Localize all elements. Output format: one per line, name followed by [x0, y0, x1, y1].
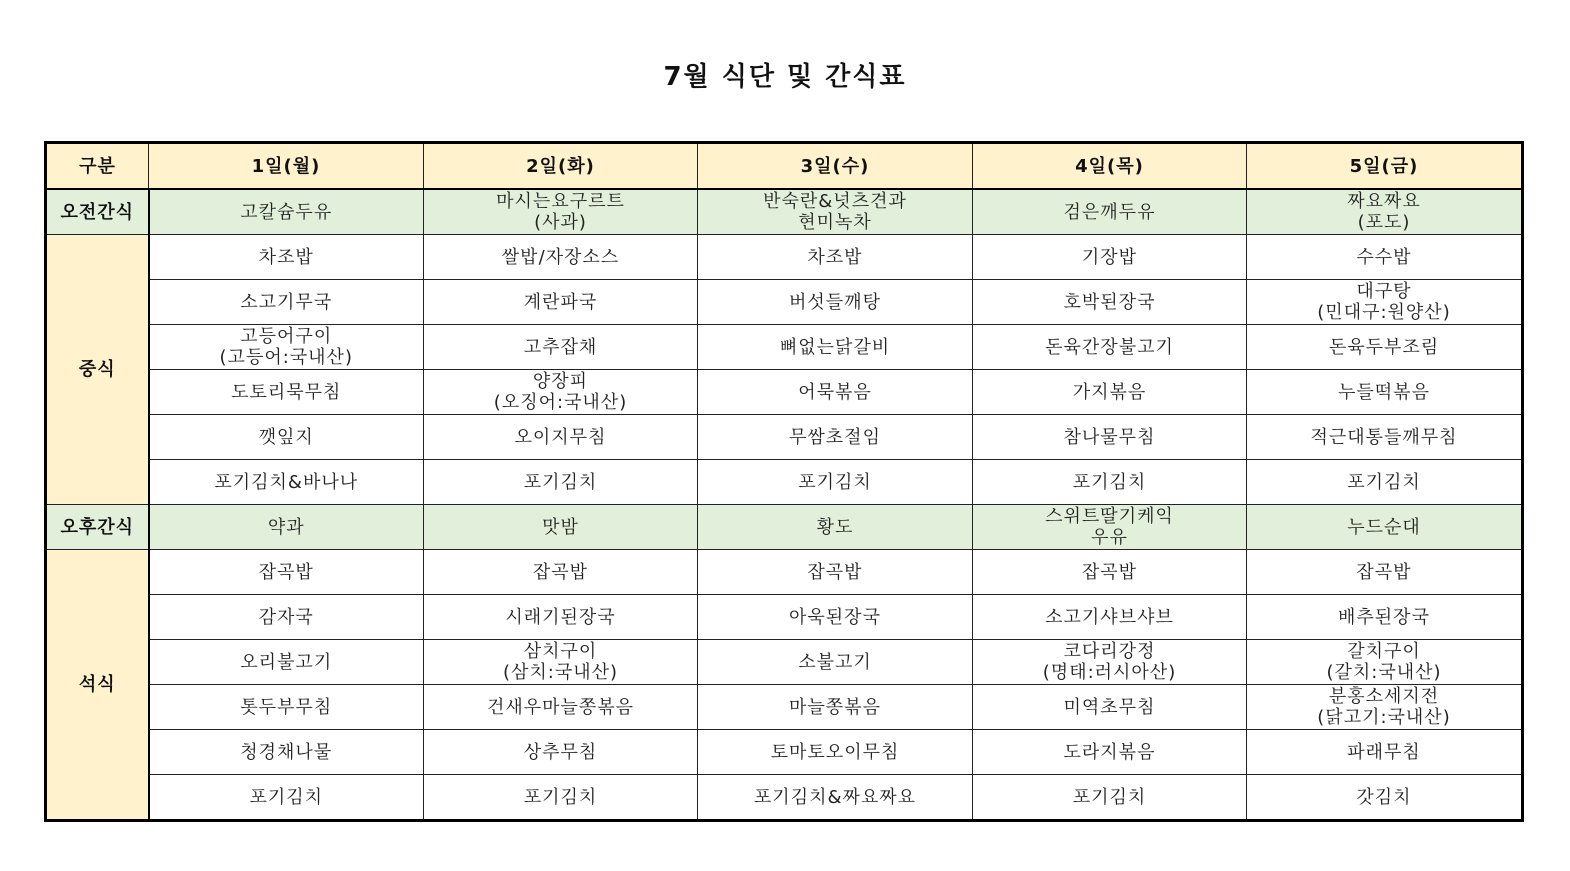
- menu-cell: 감자국: [149, 595, 424, 640]
- category-morning-snack: 오전간식: [46, 189, 149, 235]
- menu-cell: 어묵볶음: [698, 370, 973, 415]
- menu-cell: 스위트딸기케익 우유: [973, 505, 1247, 550]
- menu-cell: 갈치구이 (갈치:국내산): [1247, 640, 1523, 685]
- menu-cell: 대구탕 (민대구:원양산): [1247, 280, 1523, 325]
- menu-cell: 미역초무침: [973, 685, 1247, 730]
- dinner-row: [46, 595, 1523, 640]
- menu-cell: 짜요짜요 (포도): [1247, 189, 1523, 235]
- menu-cell: 포기김치&바나나: [149, 460, 424, 505]
- menu-cell: 갓김치: [1247, 775, 1523, 821]
- category-afternoon-snack: 오후간식: [46, 505, 149, 550]
- menu-cell: 포기김치: [149, 775, 424, 821]
- menu-cell: 고추잡채: [424, 325, 698, 370]
- lunch-row: [46, 370, 1523, 415]
- menu-cell: 고칼슘두유: [149, 189, 424, 235]
- menu-cell: 오리불고기: [149, 640, 424, 685]
- menu-cell: 소고기무국: [149, 280, 424, 325]
- lunch-row: [46, 460, 1523, 505]
- header-day-4: 4일(목): [973, 143, 1247, 190]
- menu-cell: 고등어구이 (고등어:국내산): [149, 325, 424, 370]
- menu-cell: 계란파국: [424, 280, 698, 325]
- menu-cell: 포기김치: [973, 460, 1247, 505]
- header-day-1: 1일(월): [149, 143, 424, 190]
- menu-cell: 황도: [698, 505, 973, 550]
- menu-cell: 파래무침: [1247, 730, 1523, 775]
- menu-cell: 양장피 (오징어:국내산): [424, 370, 698, 415]
- menu-cell: 잡곡밥: [149, 550, 424, 595]
- menu-cell: 마늘쫑볶음: [698, 685, 973, 730]
- menu-cell: 기장밥: [973, 235, 1247, 280]
- menu-cell: 시래기된장국: [424, 595, 698, 640]
- menu-cell: 버섯들깨탕: [698, 280, 973, 325]
- afternoon-snack-row: [46, 505, 1523, 550]
- menu-cell: 잡곡밥: [698, 550, 973, 595]
- dinner-row: [46, 775, 1523, 821]
- menu-cell: 반숙란&넛츠견과 현미녹차: [698, 189, 973, 235]
- dinner-row: [46, 730, 1523, 775]
- menu-cell: 잡곡밥: [973, 550, 1247, 595]
- menu-cell: 돈육간장불고기: [973, 325, 1247, 370]
- page-title: 7월 식단 및 간식표: [663, 62, 907, 92]
- menu-cell: 건새우마늘쫑볶음: [424, 685, 698, 730]
- menu-cell: 적근대통들깨무침: [1247, 415, 1523, 460]
- menu-cell: 도라지볶음: [973, 730, 1247, 775]
- lunch-row: [46, 325, 1523, 370]
- dinner-row: [46, 685, 1523, 730]
- menu-cell: 토마토오이무침: [698, 730, 973, 775]
- header-row: [46, 143, 1523, 190]
- lunch-row: [46, 415, 1523, 460]
- menu-cell: 차조밥: [698, 235, 973, 280]
- menu-cell: 코다리강정 (명태:러시아산): [973, 640, 1247, 685]
- menu-cell: 오이지무침: [424, 415, 698, 460]
- menu-cell: 차조밥: [149, 235, 424, 280]
- menu-cell: 포기김치: [973, 775, 1247, 821]
- category-lunch: 중식: [46, 235, 149, 505]
- menu-cell: 소불고기: [698, 640, 973, 685]
- menu-cell: 잡곡밥: [424, 550, 698, 595]
- menu-cell: 호박된장국: [973, 280, 1247, 325]
- menu-cell: 포기김치: [424, 460, 698, 505]
- menu-cell: 누드순대: [1247, 505, 1523, 550]
- menu-cell: 돈육두부조림: [1247, 325, 1523, 370]
- dinner-row: [46, 640, 1523, 685]
- header-day-3: 3일(수): [698, 143, 973, 190]
- lunch-row: [46, 280, 1523, 325]
- lunch-row: [46, 235, 1523, 280]
- menu-cell: 아욱된장국: [698, 595, 973, 640]
- menu-cell: 무쌈초절임: [698, 415, 973, 460]
- menu-cell: 포기김치&짜요짜요: [698, 775, 973, 821]
- menu-cell: 맛밤: [424, 505, 698, 550]
- header-day-5: 5일(금): [1247, 143, 1523, 190]
- dinner-row: [46, 550, 1523, 595]
- morning-snack-row: [46, 189, 1523, 235]
- header-day-2: 2일(화): [424, 143, 698, 190]
- menu-cell: 분홍소세지전 (닭고기:국내산): [1247, 685, 1523, 730]
- header-category: 구분: [46, 143, 149, 190]
- menu-cell: 깻잎지: [149, 415, 424, 460]
- menu-cell: 잡곡밥: [1247, 550, 1523, 595]
- menu-cell: 톳두부무침: [149, 685, 424, 730]
- menu-cell: 소고기샤브샤브: [973, 595, 1247, 640]
- category-dinner: 석식: [46, 550, 149, 821]
- menu-cell: 포기김치: [424, 775, 698, 821]
- menu-cell: 청경채나물: [149, 730, 424, 775]
- menu-cell: 배추된장국: [1247, 595, 1523, 640]
- menu-cell: 포기김치: [1247, 460, 1523, 505]
- menu-cell: 누들떡볶음: [1247, 370, 1523, 415]
- menu-cell: 수수밥: [1247, 235, 1523, 280]
- menu-cell: 쌀밥/자장소스: [424, 235, 698, 280]
- menu-cell: 참나물무침: [973, 415, 1247, 460]
- menu-cell: 검은깨두유: [973, 189, 1247, 235]
- meal-table: [44, 141, 1524, 822]
- menu-cell: 도토리묵무침: [149, 370, 424, 415]
- menu-cell: 삼치구이 (삼치:국내산): [424, 640, 698, 685]
- menu-cell: 가지볶음: [973, 370, 1247, 415]
- menu-cell: 약과: [149, 505, 424, 550]
- menu-cell: 뼈없는닭갈비: [698, 325, 973, 370]
- menu-cell: 마시는요구르트 (사과): [424, 189, 698, 235]
- menu-cell: 상추무침: [424, 730, 698, 775]
- menu-cell: 포기김치: [698, 460, 973, 505]
